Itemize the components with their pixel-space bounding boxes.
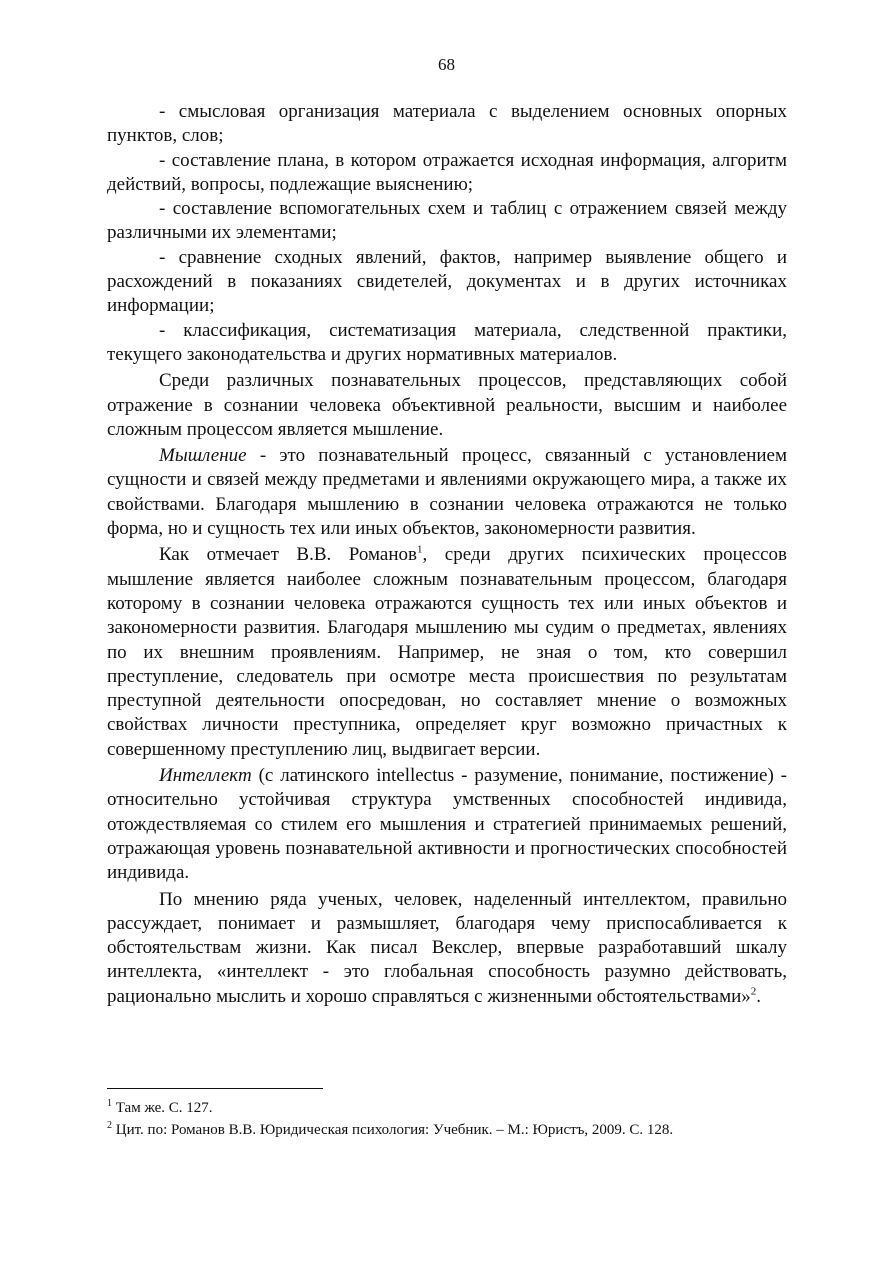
footnote-mark: 2 (107, 1120, 112, 1131)
paragraph-text: , среди других психических процессов мышление является наиболее сложным познавательным процессом, благодаря которому в сознании человека отражаются сущность тех или иных объектов и закономерности развития. Благодаря мышлению мы судим о предметах, явлениях по их внешним проявлениям. Например, не зная о том, кто совершил преступление, следователь при осмотре места происшествия по результатам преступной деятельности опосредован, но составляет мнение о возможных свойствах личности преступника, определяет круг возможно причастных к совершенному преступлению лиц, выдвигает версии. (107, 544, 787, 760)
footnote-2 (107, 1120, 787, 1140)
term-thinking: Мышление (159, 445, 247, 467)
list-item: - смысловая организация материала с выделением основных опорных пунктов, слов; (107, 101, 787, 147)
list-item: - классификация, систематизация материала, следственной практики, текущего законодательства и других нормативных материалов. (107, 319, 787, 365)
paragraph-end: . (756, 985, 762, 1007)
footnote-text: Цит. по: Романов В.В. Юридическая психология: Учебник. – М.: Юристъ, 2009. С. 128. (112, 1122, 674, 1138)
footnote-ref-2[interactable]: 2 (750, 985, 757, 998)
footnotes (107, 1098, 787, 1142)
paragraph-text: Как отмечает В.В. Романов (159, 544, 417, 566)
paragraph-thinking-definition (107, 444, 787, 541)
paragraph-thinking-intro: Среди различных познавательных процессов, представляющих собой отражение в сознании человека объективной реальности, высшим и наиболее сложным процессом является мышление. (107, 370, 787, 440)
footnote-separator (107, 1088, 323, 1089)
main-text (107, 100, 787, 1009)
footnote-ref-1[interactable]: 1 (416, 544, 423, 557)
paragraph-romanov (107, 543, 787, 762)
footnote-mark: 1 (107, 1098, 112, 1109)
paragraph-intellect-definition (107, 764, 787, 885)
footnote-text: Там же. С. 127. (112, 1100, 213, 1116)
list-item: - составление плана, в котором отражается исходная информация, алгоритм действий, вопросы, подлежащие выяснению; (107, 149, 787, 195)
paragraph-text: По мнению ряда ученых, человек, наделенный интеллектом, правильно рассуждает, понимает и размышляет, благодаря чему приспосабливается к обстоятельствам жизни. Как писал Векслер, впервые разработавший шкалу интеллекта, «интеллект - это глобальная способность разумно действовать, рационально мыслить и хорошо справляться с жизненными обстоятельствами» (107, 888, 787, 1007)
footnote-1 (107, 1098, 787, 1118)
list-item: - составление вспомогательных схем и таблиц с отражением связей между различными их элементами; (107, 198, 787, 244)
list-item: - сравнение сходных явлений, фактов, например выявление общего и расхождений в показаниях свидетелей, документах и в других источниках информации; (107, 246, 787, 317)
term-intellect: Интеллект (159, 765, 252, 787)
paragraph-text: - это познавательный процесс, связанный с установлением сущности и связей между предметами и явлениями окружающего мира, а также их свойствами. Благодаря мышлению в сознании человека отражаются не только форма, но и сущность тех или иных объектов, закономерности развития. (107, 445, 787, 540)
paragraph-wechsler (107, 888, 787, 1009)
page-number: 68 (438, 55, 455, 74)
paragraph-text: (с латинского intellectus - разумение, понимание, постижение) - относительно устойчивая структура умственных способностей индивида, отождествляемая со стилем его мышления и стратегией принимаемых решений, отражающая уровень познавательной активности и прогностических способностей индивида. (107, 765, 787, 884)
